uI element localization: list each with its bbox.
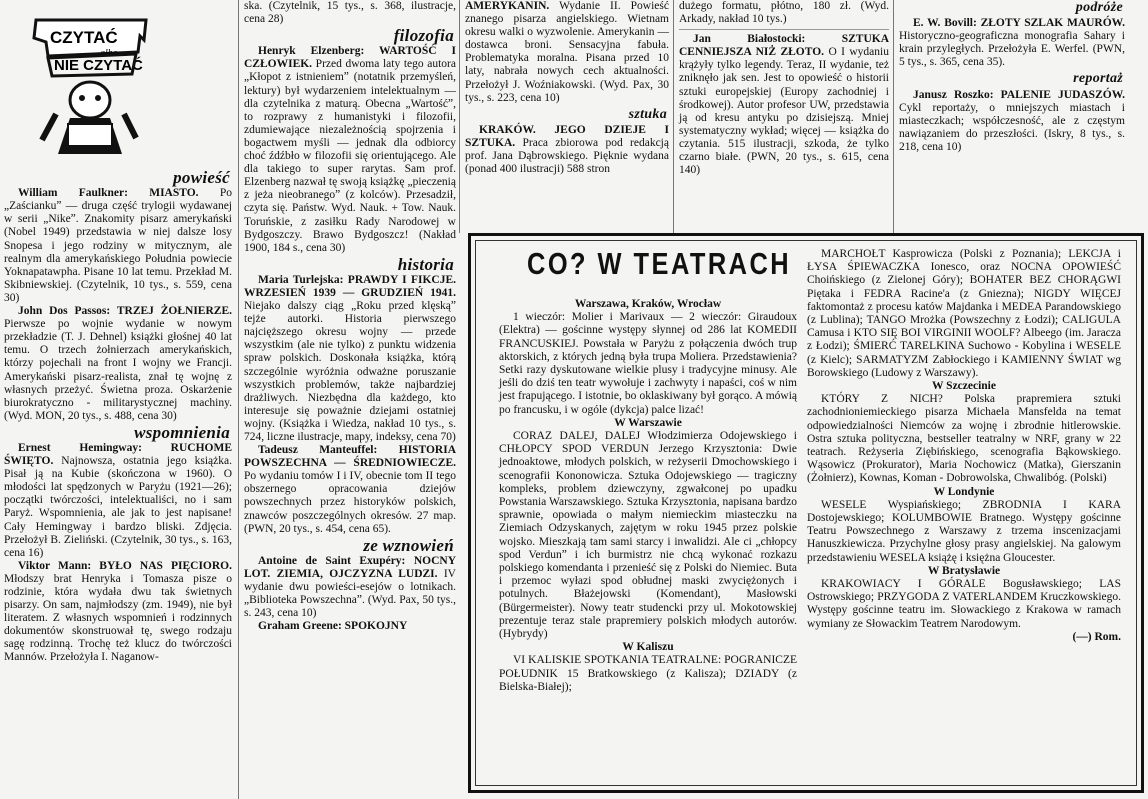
theatre-paragraph: KRAKOWIACY I GÓRALE Bogusławskiego; LAS Ostrowskiego; PRZYGODA Z VATERLANDEM Kruczkowskiego. Występy gościnne teatru im. Słowackiego z Krakowa w ramach wymiany ze Słowackim Teatrem Narodowym.: [807, 578, 1121, 630]
theatre-city-heading: W Szczecinie: [932, 380, 996, 393]
theatre-title: CO? W TEATRACH: [527, 246, 792, 281]
section-sztuka: sztuka: [628, 106, 667, 122]
theatre-box: [468, 233, 1144, 793]
theatre-paragraph: CORAZ DALEJ, DALEJ Włodzimierza Odojewskiego i CHŁOPCY SPOD VERDUN Jerzego Krzysztonia: Dwie jednoaktowe, młodych polskich, w reżyserii Dmochowskiego i scenografii Kononowicza. Sztuka Odojewskiego — tragiczny kompleks, problem dziewczyny, zgwałconej po upadku Powstania Warszawskiego. Sztuka Krzysztonia, napisana bardzo sprawnie, opowiada o małym niemieckim miasteczku na Ziemiach Odzyskanych, zajętym w roku 1945 przez polskie wojsko. Mieszkają tam sami starcy i inwalidzi. Ale ci „chłopcy spod Verdunˮ i ich burmistrz nie chcą wykonać rozkazu polskiego komendanta i przenieść się z Polski do Niemiec. Buta i przemoc wyłazi spod obłudnej maski zwyciężonych i potulnych. Błażejowski (Komendant), Masłowski (Bürgermeister). Nowy teatr studencki przy ul. Mokotowskiej prezentuje teraz stale prapremiery polskich młodych autorów. (Hybrydy): [499, 430, 797, 641]
logo-line1: CZYTAĆ: [50, 28, 118, 47]
section-historia: historia: [397, 254, 454, 274]
review-greene: Graham Greene: SPOKOJNY: [258, 620, 408, 633]
separator-line: [679, 29, 889, 30]
review-turlejska: Maria Turlejska: PRAWDY I FIKCJE. WRZESIEŃ 1939 — GRUDZIEŃ 1941. Niejako dalszy ciąg „Roku przed klęskąˮ tejże autorki. Historia pierwszego najcięższego okresu wojny — przede wszystkim (ale nie tylko) z punktu widzenia spraw polskich. Doskonała książka, którą szczególnie wyróżnia odważne poruszanie wszystkich problemów, także najbardziej drażliwych. Niezbędna dla każdego, kto interesuje się poważnie dziejami ostatniej wojny. (Książka i Wiedza, nakład 10 tys., s. 724, liczne ilustracje, mapy, indeksy, cena 70): [244, 273, 456, 443]
theatre-signature: (—) Rom.: [1072, 630, 1121, 643]
review-elzenberg: Henryk Elzenberg: WARTOŚĆ I CZŁOWIEK. Przed dwoma laty tego autora „Kłopot z istnieniemˮ (notatnik przemyśleń, lektury) był wydarzeniem intelektualnym — dla czytelnika z maturą. Obecna „Wartośćˮ, to rozprawy z humanistyki i filozofii, zdumiewające niezależnością spojrzenia i bogactwem myśli — jednak dla odbiorcy choć źdźbło w filozofii się orientującego. Ale dla takiego to super rarytas. Sam prof. Elzenberg nazwał tę swoją książkę „pieczenią z jeża nieobranegoˮ (z kolców). Przesadził, czyta się. Państw. Wyd. Nauk. + Tow. Nauk. Toruńskie, z zasiłku Rady Narodowej w Bydgoszczy. Brawo Bydgoszcz! (Nakład 1900, 184 s., cena 30): [244, 45, 456, 254]
section-wspomnienia: wspomnienia: [134, 422, 230, 442]
section-podroze: podróże: [1075, 0, 1123, 15]
column-divider: [673, 0, 674, 233]
review-bialostocki: Jan Białostocki: SZTUKA CENNIEJSZA NIŻ ZŁOTO. O I wydaniu krążyły tylko legendy. Teraz, II wydanie, też zniknęło jak sen. Jest to opowieść o historii sztuki europejskiej (Europy zachodniej i środkowej). Autor profesor UW, przedstawia ją od kresu antyku po dzisiejszą. Mniej systematyczny wykład; więcej — książka do czytania. 515 ilustracji, szkoda, że tylko czarno białe. (PWN, 20 tys., s. 615, cena 140): [679, 33, 889, 177]
review-dos-passos: John Dos Passos: TRZEJ ŻOŁNIERZE. Pierwsze po wojnie wydanie w nowym przekładzie (T. J. Dehnel) książki głośnej 40 lat temu. O trzech żołnierzach amerykańskich, którzy pojechali na front I wojny we Francji. Amerykański pisarz-realista, znał tę wojnę z własnych przeżyć. Świetna proza. Oskarżenie biurokratyczno - militarystycznej machiny. (Wyd. MON, 20 tys., s. 488, cena 30): [4, 305, 232, 422]
column-3: [465, 0, 669, 176]
review-bovill: E. W. Bovill: ZŁOTY SZLAK MAURÓW. Historyczno-geograficzna monografia Sahary i krain przyległych. Przełożyła E. Werfel. (PWN, 5 tys., s. 365, cena 35).: [899, 17, 1126, 69]
review-faulkner: William Faulkner: MIASTO. Po „Zaściankuˮ — druga część trylogii wydawanej w serii „Nikeˮ. Znakomity pisarz amerykański (Nobel 1949) przedstawia w niej dalsze losy Snopesa i jego rodziny w mitycznym, ale realnym dla amerykańskiego Południa powiecie Yoknapatawpha. Pisane 10 lat temu. Przekład M. Skibniewskiej. (Czytelnik, 10 tys., s. 559, cena 30): [4, 187, 232, 304]
theatre-city-heading: W Kaliszu: [622, 641, 674, 654]
czytac-albo-nie-czytac-logo: [28, 14, 150, 156]
logo-line3: NIE CZYTAĆ: [54, 57, 143, 74]
logo-line2: albo: [100, 48, 118, 59]
review-roszko: Janusz Roszko: PALENIE JUDASZÓW. Cykl reportaży, o mniejszych miastach i miasteczkach; współczesność, ale z częstym nawiązaniem do przeszłości. (Iskry, 8 tys., s. 218, cena 10): [899, 88, 1126, 153]
review-krakow-cont: dużego formatu, płótno, 180 zł. (Wyd. Arkady, nakład 10 tys.): [679, 0, 889, 26]
review-manteuffel: Tadeusz Manteuffel: HISTORIA POWSZECHNA — ŚREDNIOWIECZE. Po wydaniu tomów I i IV, obecnie tom II tego obszernego opracowania dziejów powszechnych przez historyków polskich, znawców poszczególnych okresów. 27 map. (PWN, 20 tys., s. 454, cena 65).: [244, 444, 456, 535]
theatre-city-heading: W Bratysławie: [927, 564, 1001, 577]
review-krakow: KRAKÓW. JEGO DZIEJE I SZTUKA. Praca zbiorowa pod redakcją prof. Jana Dąbrowskiego. Pięknie wydana (ponad 400 ilustracji) 588 stron: [465, 123, 669, 176]
theatre-paragraph: WESELE Wyspiańskiego; ZBRODNIA I KARA Dostojewskiego; KOLUMBOWIE Bratnego. Występy gościnne Teatru Powszechnego z Warszawy z trzema inscenizacjami Hanuszkiewicza. Przychylne głosy prasy angielskiej. Na galowym przedstawieniu WESELA książę i księżna Gloucester.: [807, 498, 1121, 564]
theatre-paragraph: 1 wieczór: Molier i Marivaux — 2 wieczór: Giraudoux (Elektra) — gościnne występy słynnej od 286 lat KOMEDII FRANCUSKIEJ. Powstała w Paryżu z połączenia dwóch trup aktorskich, z których jedną była trupa Moliera. Przedstawienia? Setki razy dyskutowane wielkie plusy i tradycyjne minusy. Ale jeśli do dziś ten teatr wywołuje i zachwyty i napaści, coś w nim jest frapującego. I istotnie, bo oklaskiwany był gorąco. A mówią po francusku, i w ogóle (dykcja) palce lizać!: [499, 311, 797, 416]
section-filozofia: filozofia: [393, 26, 454, 46]
theatre-paragraph: KTÓRY Z NICH? Polska prapremiera sztuki zachodnioniemieckiego pisarza Michaela Mansfelda na temat odpowiedzialności Niemców za wojnę i zbrodnie hitlerowskie. Ostra sztuka polityczna, bestseller teatralny w NRF, grany w 22 teatrach. Reżyseria Ziębińskiego, scenografia Bąkowskiego. Wąsowicz (Prokurator), Maria Nochowicz (Matka), Gierszanin (Żołnierz), Kownas, Koman - Dobrowolska, Chwalibóg. (Polski): [807, 393, 1121, 485]
column-4: [679, 0, 889, 177]
theatre-paragraph: VI KALISKIE SPOTKANIA TEATRALNE: POGRANICZE POŁUDNIK 15 Bratkowskiego (z Kalisza); DZIADY (z Bielska-Białej);: [499, 654, 797, 693]
section-powiesc: powieść: [173, 168, 230, 188]
continuation-text: ska. (Czytelnik, 15 tys., s. 368, ilustracje, cena 28): [244, 0, 456, 26]
column-divider: [238, 0, 239, 799]
section-ze-wznowien: ze wznowień: [363, 535, 454, 555]
theatre-city-heading: W Warszawie: [614, 416, 682, 429]
column-divider: [893, 0, 894, 233]
theatre-city-heading: Warszawa, Kraków, Wrocław: [574, 298, 722, 310]
column-divider: [459, 0, 460, 233]
review-greene-cont: AMERYKANIN. Wydanie II. Powieść znanego pisarza angielskiego. Wietnam okresu walki o wyzwolenie. Amerykanin — dostawca broni. Sensacyjna fabuła. Problematyka moralna. Pisana przed 10 laty, nabrała nowych cech aktualności. Przełożył J. Woźniakowski. (Wyd. Pax, 30 tys., s. 223, cena 10): [465, 0, 669, 104]
review-saint-exupery: Antoine de Saint Exupéry: NOCNY LOT. ZIEMIA, OJCZYZNA LUDZI. IV wydanie dwu powieści-esejów o lotnikach. „Biblioteka Powszechnaˮ. (Wyd. Pax, 50 tys., s. 243, cena 10): [244, 554, 457, 620]
column-2: [244, 0, 456, 633]
theatre-right-column: [807, 248, 1121, 644]
column-5: [899, 0, 1125, 154]
theatre-left-column: [499, 298, 797, 694]
section-reportaz: reportaż: [1073, 71, 1123, 87]
review-mann: Viktor Mann: BYŁO NAS PIĘCIORO. Młodszy brat Henryka i Tomasza pisze o rodzinie, która wydała dwu tak świetnych pisarzy. On sam, najmłodszy (zm. 1949), nie był literatem. Z własnych wspomnień i rodzinnych dokumentów skonstruował tę, swego rodzaju sagę rodzinną. Trochę też klucz do twórczości Mannów. Przełożyła I. Naganow-: [4, 559, 233, 664]
theatre-paragraph: MARCHOŁT Kasprowicza (Polski z Poznania); LEKCJA i ŁYSA ŚPIEWACZKA Ionesco, oraz NOCNA OPOWIEŚĆ Choińskiego (z Zielonej Góry); BOHATER BEZ CHORĄGWI Piętaka i FEDRA Racine'a (z Gniezna); NIGDY WIĘCEJ faktomontaż z procesu katów Majdanka i MEDEA Parandowskiego (z Lublina); TANGO Mrożka (Powszechny z Łodzi); CALIGULA Camusa i KTO SIĘ BOI VIRGINII WOOLF? Albeego (im. Jaracza z Łodzi); ŚMIERĆ TARELKINA Suchowo - Kobylina i WESELE (z Kielc); SARMATYZM Zabłockiego i KAMIENNY ŚWIAT wg Borowskiego (Ludowy z Warszawy).: [807, 248, 1121, 379]
theatre-city-heading: W Londynie: [933, 485, 995, 498]
column-1: [4, 0, 232, 665]
review-hemingway: Ernest Hemingway: RUCHOME ŚWIĘTO. Najnowsza, ostatnia jego książka. Pisał ją na Kubie (skończona w 1960). O młodości lat spędzonych w Paryżu (1921—26); początki twórczości, intelektualiści, no i sam Paryż. Wspomnienia, ale jak to jest napisane! Cały Hemingway i bardzo bliski. Zdjęcia. Przełożył B. Zieliński. (Czytelnik, 30 tys., s. 163, cena 16): [4, 441, 232, 559]
